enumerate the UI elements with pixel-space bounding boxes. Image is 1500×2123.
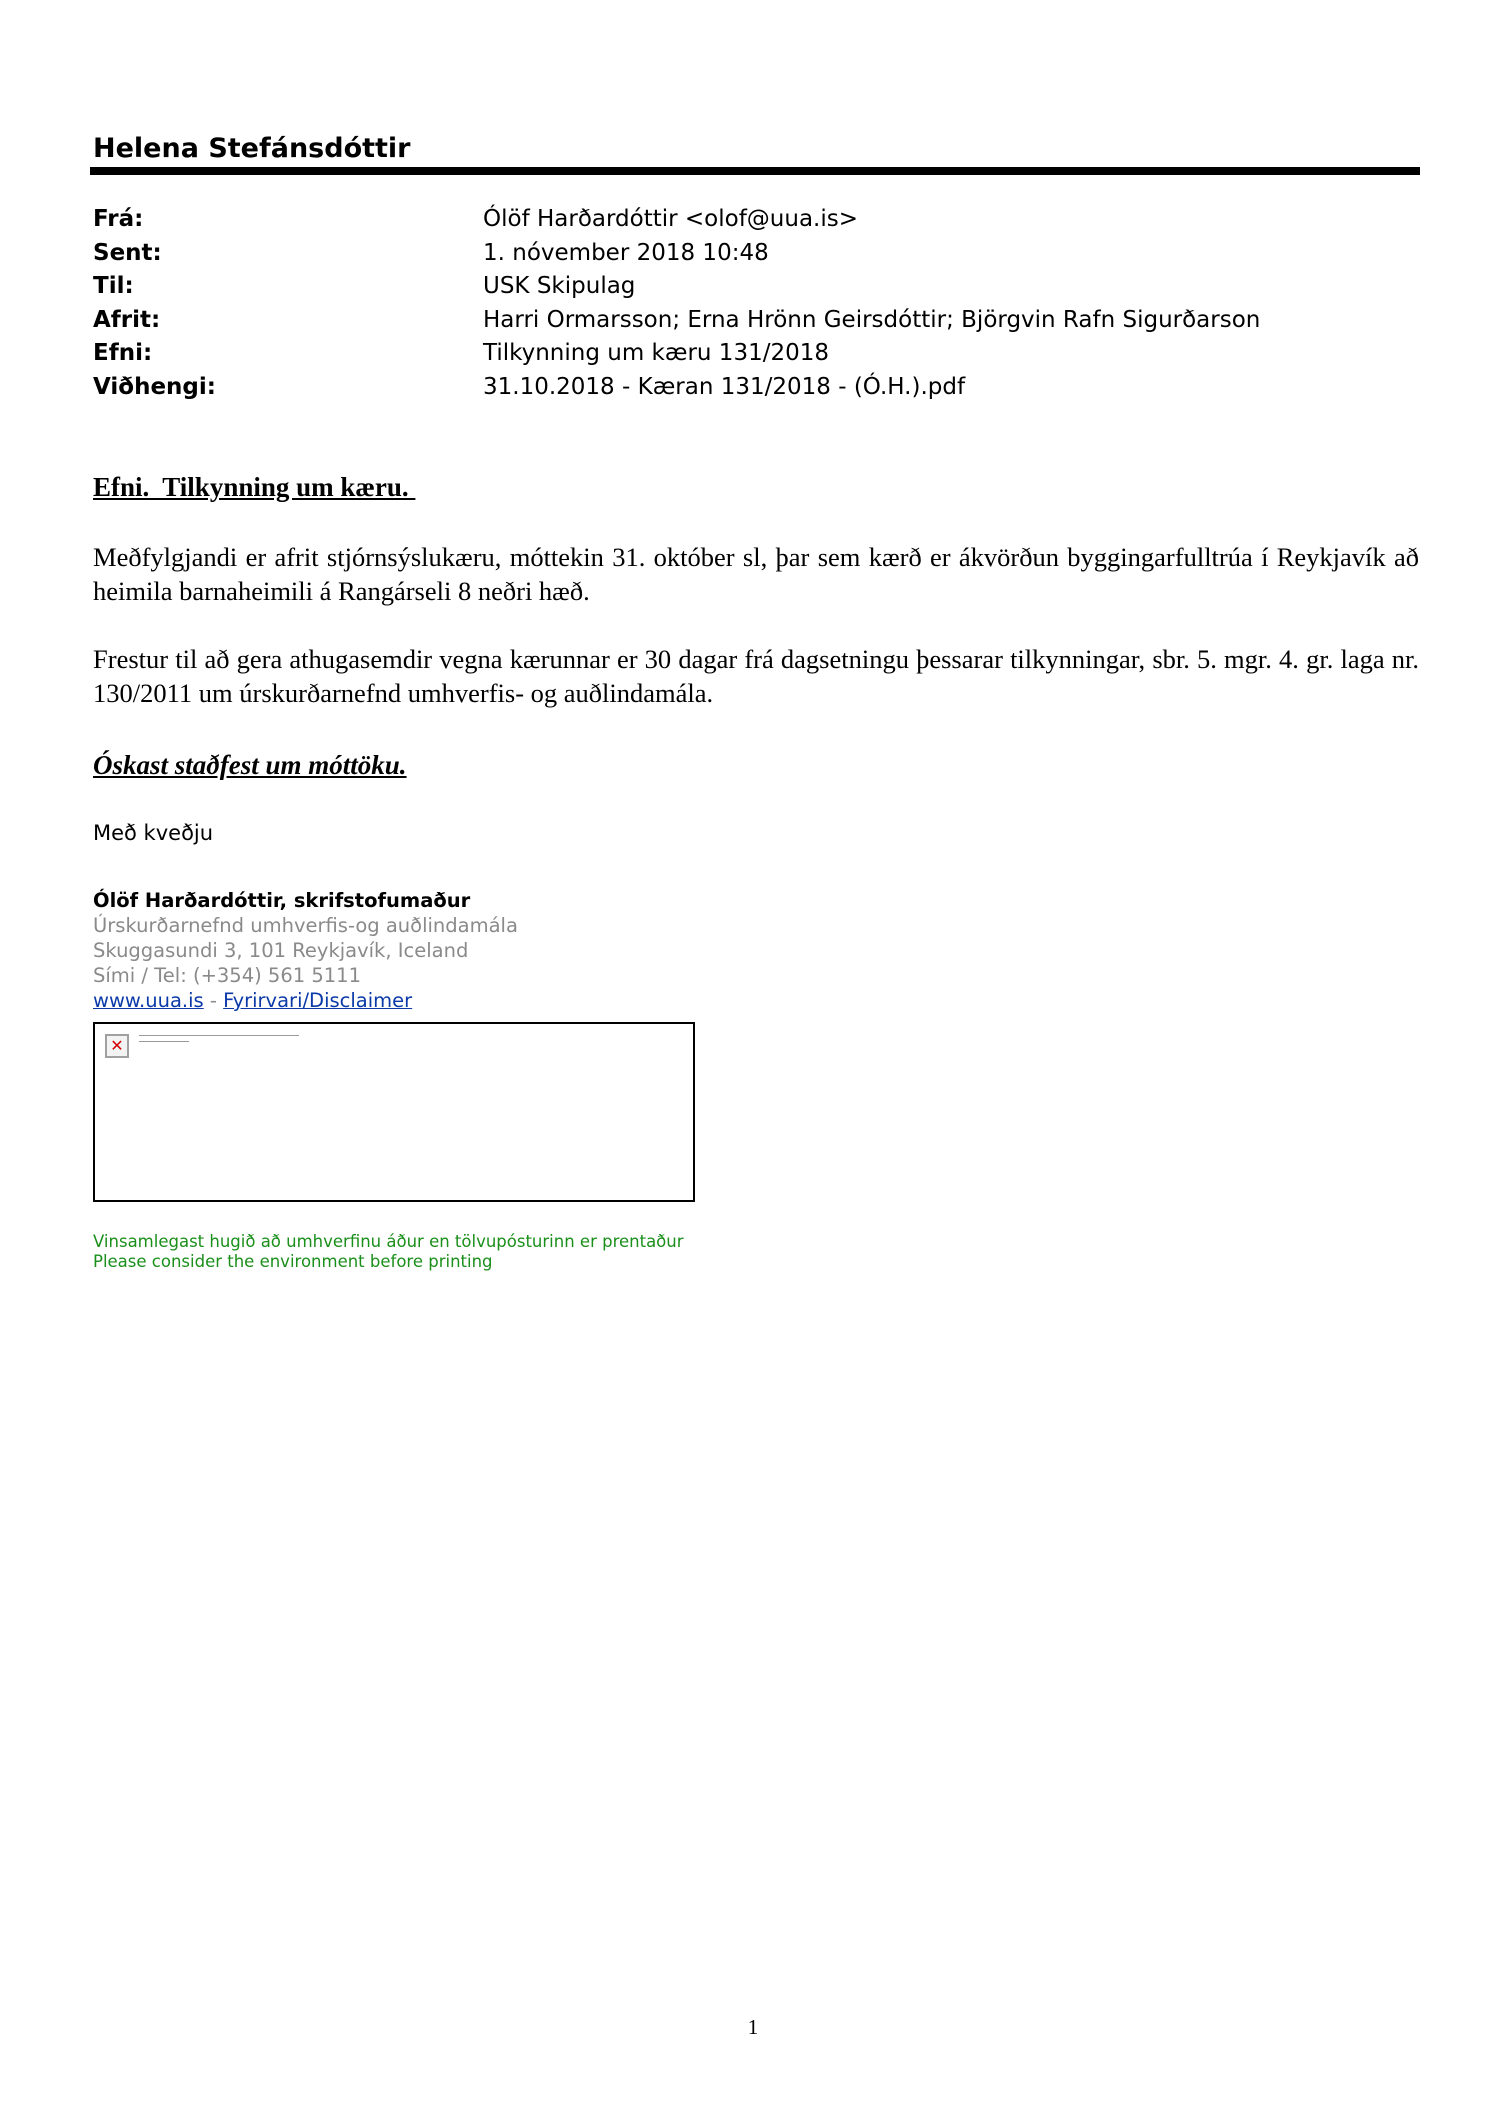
greeting: Með kveðju [93, 821, 214, 845]
header-value-from: Ólöf Harðardóttir <olof@uua.is> [483, 206, 859, 232]
header-value-sent: 1. nóvember 2018 10:48 [483, 239, 769, 266]
header-label: Afrit: [93, 306, 161, 333]
header-label: Viðhengi: [93, 373, 216, 400]
mailbox-owner-name: Helena Stefánsdóttir [93, 133, 411, 164]
eco-note-icelandic: Vinsamlegast hugið að umhverfinu áður en tölvupósturinn er prentaður [93, 1232, 684, 1251]
eco-note-english: Please consider the environment before printing [93, 1252, 493, 1271]
header-label: Til: [93, 273, 134, 299]
embedded-image-placeholder [93, 1022, 695, 1202]
header-value-subject: Tilkynning um kæru 131/2018 [483, 340, 829, 366]
print-environment-note [93, 1232, 684, 1272]
signature-links [93, 988, 518, 1013]
disclaimer-link[interactable]: Fyrirvari/Disclaimer [223, 989, 413, 1012]
website-link[interactable]: www.uua.is [93, 989, 204, 1012]
image-alt-text-lines [139, 1035, 299, 1047]
link-separator: - [203, 989, 224, 1012]
confirm-receipt-request: Óskast staðfest um móttöku. [93, 750, 407, 780]
header-value-attachment: 31.10.2018 - Kæran 131/2018 - (Ó.H.).pdf [483, 373, 966, 400]
signature-organization: Úrskurðarnefnd umhverfis-og auðlindamála [93, 914, 518, 937]
signature-block [93, 888, 518, 1013]
header-value-cc: Harri Ormarsson; Erna Hrönn Geirsdóttir; Björgvin Rafn Sigurðarson [483, 306, 1261, 333]
body-subject-heading: Efni. Tilkynning um kæru. [93, 472, 416, 502]
header-label: Efni: [93, 340, 153, 366]
header-label: Sent: [93, 239, 162, 266]
signature-phone: Sími / Tel: (+354) 561 5111 [93, 964, 361, 987]
header-divider [90, 167, 1420, 175]
page-number: 1 [747, 2015, 759, 2039]
broken-image-icon: ✕ [105, 1034, 129, 1058]
signature-name: Ólöf Harðardóttir, skrifstofumaður [93, 889, 471, 912]
header-value-to: USK Skipulag [483, 273, 636, 299]
header-label: Frá: [93, 206, 144, 232]
body-paragraph-1: Meðfylgjandi er afrit stjórnsýslukæru, móttekin 31. október sl, þar sem kærð er ákvörðun byggingarfulltrúa í Reykjavík að heimila barnaheimili á Rangárseli 8 neðri hæð. [93, 542, 1419, 606]
body-paragraph-2: Frestur til að gera athugasemdir vegna kærunnar er 30 dagar frá dagsetningu þessarar tilkynningar, sbr. 5. mgr. 4. gr. laga nr. 130/2011 um úrskurðarnefnd umhverfis- og auðlindamála. [93, 644, 1419, 708]
signature-address: Skuggasundi 3, 101 Reykjavík, Iceland [93, 939, 469, 962]
